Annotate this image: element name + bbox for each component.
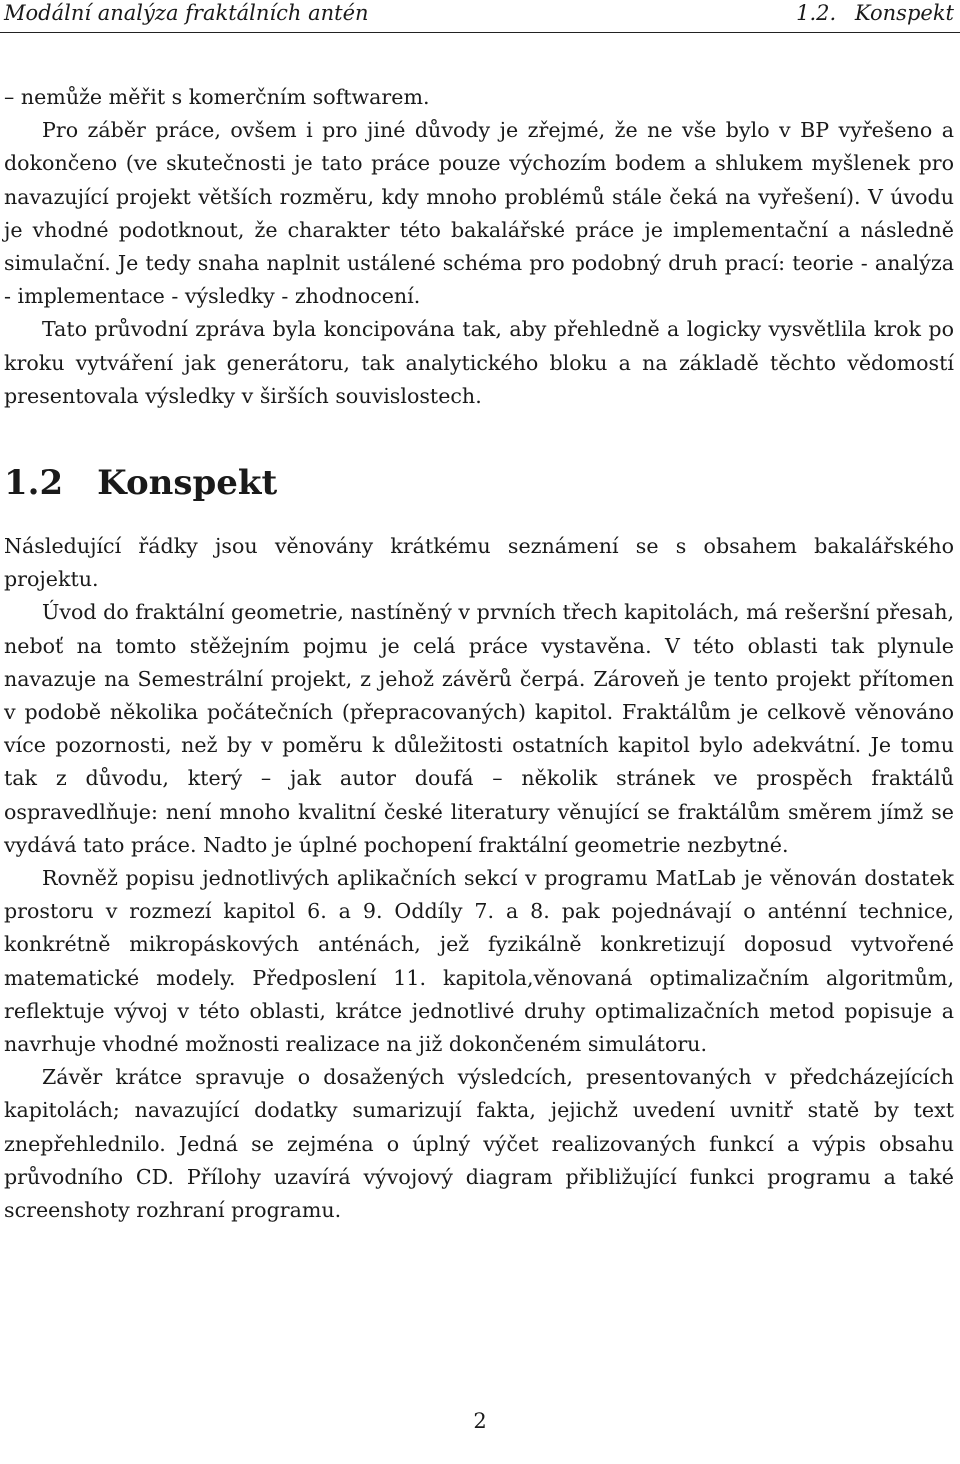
- intro-text: [4, 81, 954, 413]
- paragraph: Závěr krátce spravuje o dosažených výsledcích, presentovaných v předcházejících kapitolách; navazující dodatky sumarizují fakta, jejichž uvedení uvnitř statě by text znepřehlednilo. Jedná se zejména o úplný výčet realizovaných funkcí a výpis obsahu průvodního CD. Přílohy uzavírá vývojový diagram přibližující funkci programu a také screenshoty rozhraní programu.: [4, 1065, 954, 1223]
- header-section: [784, 0, 954, 26]
- paragraph: Úvod do fraktální geometrie, nastíněný v prvních třech kapitolách, má rešeršní přesah, neboť na tomto stěžejním pojmu je celá práce vystavěna. V této oblasti tak plynule navazuje na Semestrální projekt, z jehož závěrů čerpá. Zároveň je tento projekt přítomen v podobě několika počátečních (přepracovaných) kapitol. Fraktálům je celkově věnováno více pozornosti, než by v poměru k důležitosti ostatních kapitol bylo adekvátní. Je tomu tak z důvodu, který – jak autor doufá – několik stránek ve prospěch fraktálů ospravedlňuje: není mnoho kvalitní české literatury věnující se fraktálům směrem jímž se vydává tato práce. Nadto je úplné pochopení fraktální geometrie nezbytné.: [4, 600, 954, 857]
- running-header: [4, 0, 954, 26]
- paragraph: Následující řádky jsou věnovány krátkému seznámení se s obsahem bakalářského projektu.: [4, 534, 954, 592]
- paragraph: – nemůže měřit s komerčním softwarem.: [4, 85, 430, 109]
- section-text: [4, 530, 954, 1227]
- section-title: Konspekt: [97, 463, 278, 503]
- paragraph: Pro záběr práce, ovšem i pro jiné důvody je zřejmé, že ne vše bylo v BP vyřešeno a dokončeno (ve skutečnosti je tato práce pouze výchozím bodem a shlukem myšlenek pro navazující projekt větších rozměru, kdy mnoho problémů stále čeká na vyřešení). V úvodu je vhodné podotknout, že charakter této bakalářské práce je implementační a následně simulační. Je tedy snaha naplnit ustálené schéma pro podobný druh prací: teorie - analýza - implementace - výsledky - zhodnocení.: [4, 118, 954, 309]
- header-divider: [0, 32, 960, 33]
- section-number: 1.2: [4, 463, 64, 503]
- page-number: 2: [473, 1409, 487, 1433]
- paragraph: Rovněž popisu jednotlivých aplikačních sekcí v programu MatLab je věnován dostatek prostoru v rozmezí kapitol 6. a 9. Oddíly 7. a 8. pak pojednávají o anténní technice, konkrétně mikropáskových anténách, jež fyzikálně konkretizují doposud vytvořené matematické modely. Předposlení 11. kapitola,věnovaná optimalizačním algoritmům, reflektuje vývoj v této oblasti, krátce jednotlivé druhy optimalizačních metod popisuje a navrhuje vhodné možnosti realizace na již dokončeném simulátoru.: [4, 866, 954, 1057]
- document-title: Modální analýza fraktálních antén: [4, 1, 369, 25]
- paragraph: Tato průvodní zpráva byla koncipována tak, aby přehledně a logicky vysvětlila krok po kroku vytváření jak generátoru, tak analytického bloku a na základě těchto vědomostí presentovala výsledky v širších souvislostech.: [4, 317, 954, 408]
- header-section-title: Konspekt: [854, 1, 954, 25]
- header-section-number: 1.2.: [796, 1, 837, 25]
- section-heading: [4, 458, 277, 508]
